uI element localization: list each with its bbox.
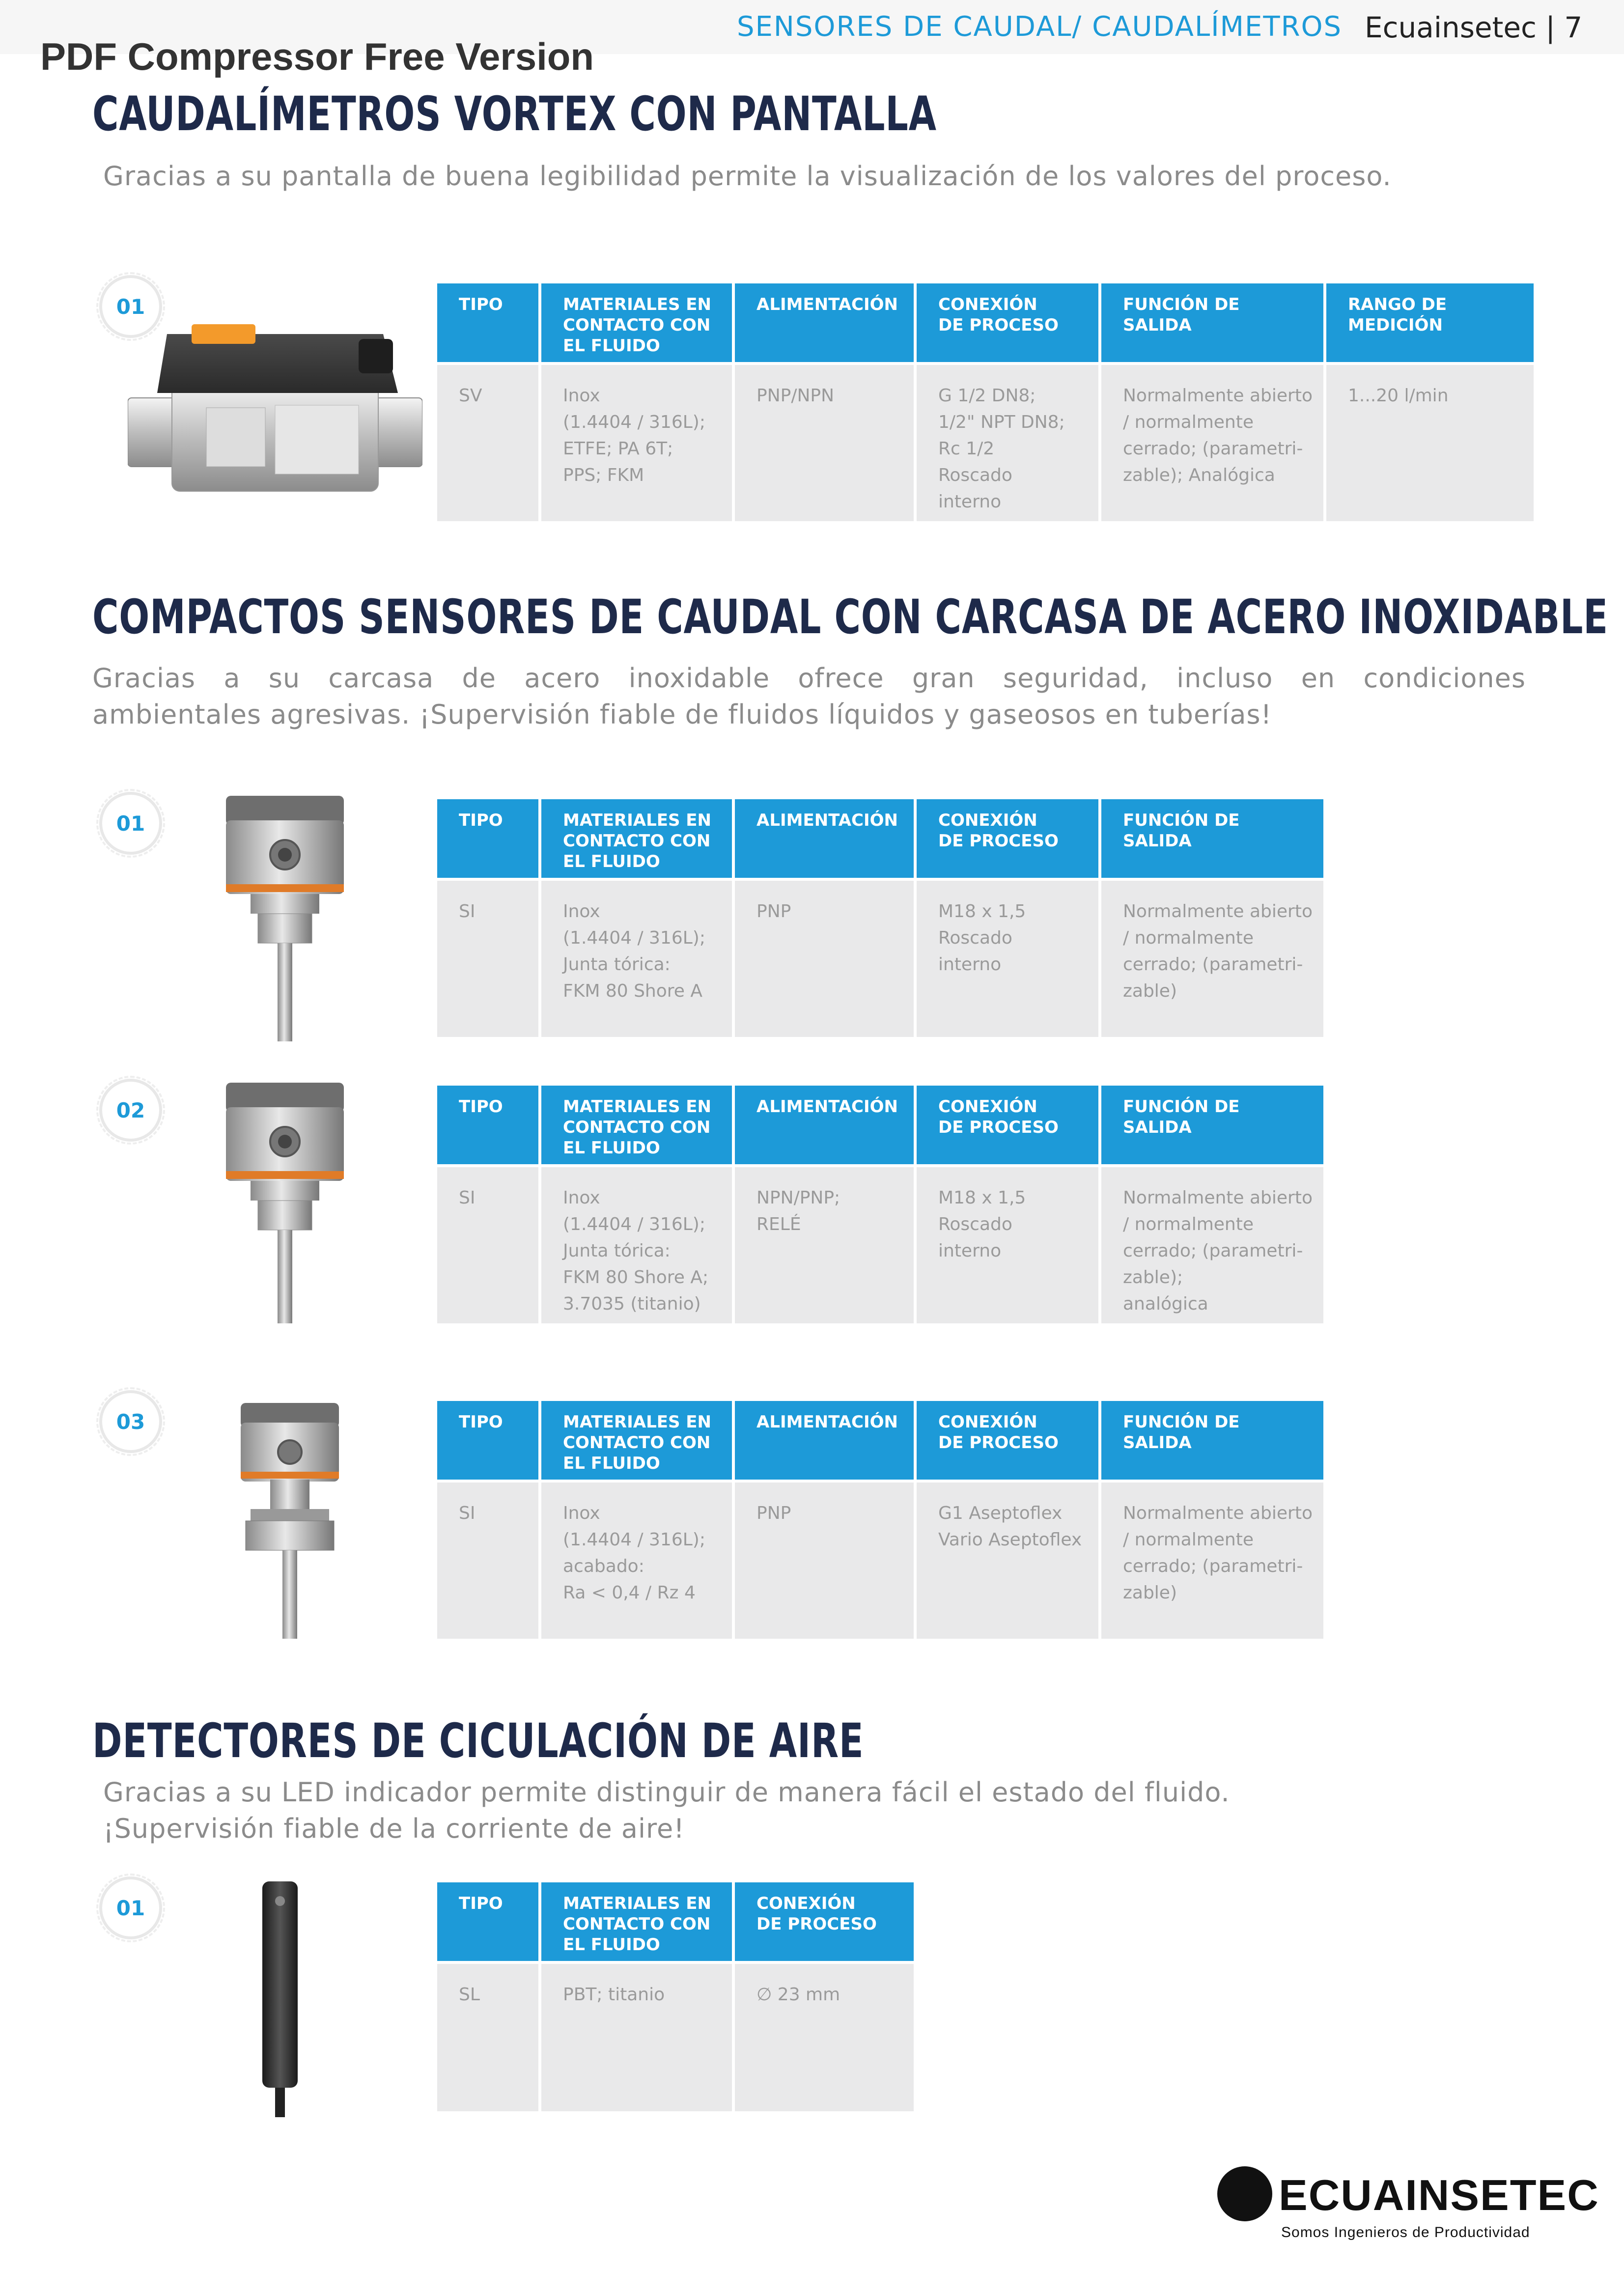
table-cell: SI xyxy=(437,881,538,1037)
table-cell: M18 x 1,5 Roscado interno xyxy=(917,1167,1098,1323)
air-flow-detector-image xyxy=(255,1881,305,2117)
table-header: TIPO xyxy=(437,1882,538,1961)
table-cell: 1...20 l/min xyxy=(1326,365,1534,521)
table-header: CONEXIÓN DE PROCESO xyxy=(917,799,1098,878)
section-subtitle-compact-line-2: ambientales agresivas. ¡Supervisión fiable de fluidos líquidos y gaseosos en tuberías! xyxy=(92,699,1272,730)
section-subtitle-vortex: Gracias a su pantalla de buena legibilidad permite la visualización de los valores del proceso. xyxy=(103,161,1392,192)
table-header: TIPO xyxy=(437,1401,538,1480)
product-number-badge: 02 xyxy=(99,1079,162,1142)
table-header: TIPO xyxy=(437,283,538,362)
table-cell: Normalmente abierto / normalmente cerrado; (parametri- zable) xyxy=(1101,1483,1323,1639)
table-header: CONEXIÓN DE PROCESO xyxy=(917,1086,1098,1164)
product-spec-table-compact-3 xyxy=(437,1401,1323,1639)
table-header: ALIMENTACIÓN xyxy=(735,283,914,362)
logo-mark-icon xyxy=(1217,2166,1272,2221)
table-header: FUNCIÓN DE SALIDA xyxy=(1101,1401,1323,1480)
table-header: MATERIALES EN CONTACTO CON EL FLUIDO xyxy=(541,1086,732,1164)
table-cell: M18 x 1,5 Roscado interno xyxy=(917,881,1098,1037)
product-number-badge: 01 xyxy=(99,275,162,338)
table-cell: G 1/2 DN8; 1/2" NPT DN8; Rc 1/2 Roscado interno xyxy=(917,365,1098,521)
table-cell: SI xyxy=(437,1167,538,1323)
table-header: MATERIALES EN CONTACTO CON EL FLUIDO xyxy=(541,1882,732,1961)
header-section-title: SENSORES DE CAUDAL/ CAUDALÍMETROS xyxy=(737,11,1343,43)
table-cell: Inox (1.4404 / 316L); Junta tórica: FKM 80 Shore A xyxy=(541,881,732,1037)
table-header: FUNCIÓN DE SALIDA xyxy=(1101,799,1323,878)
table-cell: Inox (1.4404 / 316L); Junta tórica: FKM 80 Shore A; 3.7035 (titanio) xyxy=(541,1167,732,1323)
table-cell: PBT; titanio xyxy=(541,1964,732,2111)
compact-flow-sensor-image xyxy=(216,796,354,1041)
header-brand-page: Ecuainsetec | 7 xyxy=(1365,11,1583,44)
table-cell: PNP xyxy=(735,881,914,1037)
section-subtitle-compact-line-1: Gracias a su carcasa de acero inoxidable ofrece gran seguridad, incluso en condiciones xyxy=(92,663,1526,694)
table-header: FUNCIÓN DE SALIDA xyxy=(1101,283,1323,362)
product-number-badge: 03 xyxy=(99,1390,162,1453)
table-cell: SL xyxy=(437,1964,538,2111)
product-spec-table-air xyxy=(437,1882,914,2111)
table-cell: Inox (1.4404 / 316L); ETFE; PA 6T; PPS; FKM xyxy=(541,365,732,521)
table-header: MATERIALES EN CONTACTO CON EL FLUIDO xyxy=(541,1401,732,1480)
product-spec-table-compact-2 xyxy=(437,1086,1323,1323)
product-number-badge: 01 xyxy=(99,1876,162,1939)
table-cell: Normalmente abierto / normalmente cerrado; (parametri- zable); analógica xyxy=(1101,1167,1323,1323)
product-spec-table-compact-1 xyxy=(437,799,1323,1037)
table-header: TIPO xyxy=(437,1086,538,1164)
section-title-compact: COMPACTOS SENSORES DE CAUDAL CON CARCASA DE ACERO INOXIDABLE xyxy=(92,589,1608,644)
section-title-air: DETECTORES DE CICULACIÓN DE AIRE xyxy=(92,1713,864,1768)
aseptic-flow-sensor-image xyxy=(231,1403,349,1639)
table-cell: PNP/NPN xyxy=(735,365,914,521)
table-header: MATERIALES EN CONTACTO CON EL FLUIDO xyxy=(541,283,732,362)
table-header: ALIMENTACIÓN xyxy=(735,1086,914,1164)
table-cell: G1 Aseptoflex Vario Aseptoflex xyxy=(917,1483,1098,1639)
section-subtitle-air-line-1: Gracias a su LED indicador permite distinguir de manera fácil el estado del fluido. xyxy=(103,1777,1230,1808)
table-header: RANGO DE MEDICIÓN xyxy=(1326,283,1534,362)
table-cell: SV xyxy=(437,365,538,521)
watermark: PDF Compressor Free Version xyxy=(40,35,594,78)
logo-tagline: Somos Ingenieros de Productividad xyxy=(1281,2224,1530,2240)
table-header: FUNCIÓN DE SALIDA xyxy=(1101,1086,1323,1164)
table-cell: NPN/PNP; RELÉ xyxy=(735,1167,914,1323)
table-header: ALIMENTACIÓN xyxy=(735,1401,914,1480)
table-header: CONEXIÓN DE PROCESO xyxy=(735,1882,914,1961)
table-header: ALIMENTACIÓN xyxy=(735,799,914,878)
table-header: CONEXIÓN DE PROCESO xyxy=(917,283,1098,362)
product-number-badge: 01 xyxy=(99,792,162,855)
compact-flow-sensor-image xyxy=(216,1083,354,1328)
table-cell: Normalmente abierto / normalmente cerrado; (parametri- zable); Analógica xyxy=(1101,365,1323,521)
table-cell: Normalmente abierto / normalmente cerrado; (parametri- zable) xyxy=(1101,881,1323,1037)
vortex-flow-meter-image xyxy=(128,309,422,496)
table-header: TIPO xyxy=(437,799,538,878)
section-title-vortex: CAUDALÍMETROS VORTEX CON PANTALLA xyxy=(92,86,937,141)
logo-wordmark: ECUAINSETEC xyxy=(1279,2171,1599,2219)
table-cell: ∅ 23 mm xyxy=(735,1964,914,2111)
table-header: CONEXIÓN DE PROCESO xyxy=(917,1401,1098,1480)
product-spec-table-vortex xyxy=(437,283,1534,521)
table-cell: Inox (1.4404 / 316L); acabado: Ra < 0,4 / Rz 4 xyxy=(541,1483,732,1639)
table-cell: SI xyxy=(437,1483,538,1639)
table-header: MATERIALES EN CONTACTO CON EL FLUIDO xyxy=(541,799,732,878)
table-cell: PNP xyxy=(735,1483,914,1639)
section-subtitle-air-line-2: ¡Supervisión fiable de la corriente de aire! xyxy=(103,1813,685,1844)
